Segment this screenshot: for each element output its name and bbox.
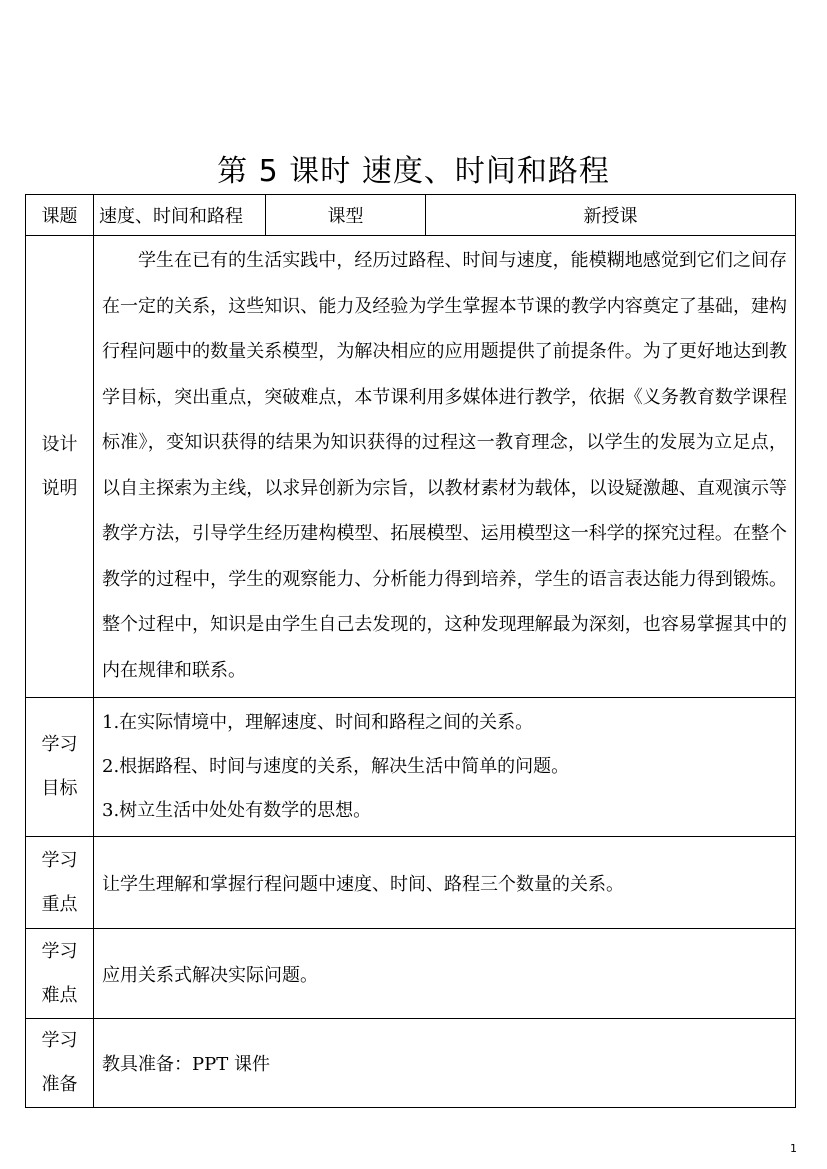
preparation-label: [26, 1019, 94, 1108]
key-points-label: [26, 837, 94, 929]
preparation-label-line2: 准备: [41, 1074, 78, 1095]
preparation-text: 教具准备：PPT 课件: [94, 1019, 796, 1108]
difficulties-row: [26, 929, 796, 1019]
key-points-label-line2: 重点: [41, 893, 78, 915]
design-label-line2: 说明: [41, 477, 78, 499]
goals-list: [94, 698, 796, 837]
difficulties-label-line2: 难点: [41, 984, 78, 1006]
key-points-row: [26, 837, 796, 929]
goals-label-line1: 学习: [41, 734, 78, 755]
design-row: [26, 236, 796, 698]
difficulties-label-line1: 学习: [41, 940, 78, 962]
list-item: 2.根据路程、时间与速度的关系，解决生活中简单的问题。: [102, 756, 570, 777]
topic-value: 速度、时间和路程: [94, 195, 266, 236]
page-title: 第 5 课时 速度、时间和路程: [217, 154, 610, 189]
goals-row: [26, 698, 796, 837]
lesson-plan-table: [25, 194, 796, 1108]
topic-label: 课题: [26, 195, 94, 236]
key-points-label-line1: 学习: [41, 849, 78, 871]
design-label: [26, 236, 94, 698]
type-value: 新授课: [426, 195, 796, 236]
difficulties-text: 应用关系式解决实际问题。: [94, 929, 796, 1019]
page-number: 1: [790, 1142, 797, 1155]
key-points-text: 让学生理解和掌握行程问题中速度、时间、路程三个数量的关系。: [94, 837, 796, 929]
design-text: 学生在已有的生活实践中，经历过路程、时间与速度，能模糊地感觉到它们之间存在一定的关系，这些知识、能力及经验为学生掌握本节课的教学内容奠定了基础，建构行程问题中的数量关系模型，为解决相应的应用题提供了前提条件。为了更好地达到教学目标，突出重点，突破难点，本节课利用多媒体进行教学，依据《义务教育数学课程标准》，变知识获得的结果为知识获得的过程这一教育理念，以学生的发展为立足点，以自主探索为主线，以求异创新为宗旨，以教材素材为载体，以设疑激趣、直观演示等教学方法，引导学生经历建构模型、拓展模型、运用模型这一科学的探究过程。在整个教学的过程中，学生的观察能力、分析能力得到培养，学生的语言表达能力得到锻炼。整个过程中，知识是由学生自己去发现的，这种发现理解最为深刻，也容易掌握其中的内在规律和联系。: [94, 236, 796, 698]
list-item: 3.树立生活中处处有数学的思想。: [102, 800, 372, 821]
list-item: 1.在实际情境中，理解速度、时间和路程之间的关系。: [102, 712, 534, 733]
preparation-label-line1: 学习: [41, 1030, 78, 1051]
goals-label-line2: 目标: [41, 778, 78, 799]
preparation-row: [26, 1019, 796, 1108]
design-label-line1: 设计: [41, 433, 78, 455]
type-label: 课型: [266, 195, 426, 236]
header-row: [26, 195, 796, 236]
difficulties-label: [26, 929, 94, 1019]
goals-label: [26, 698, 94, 837]
